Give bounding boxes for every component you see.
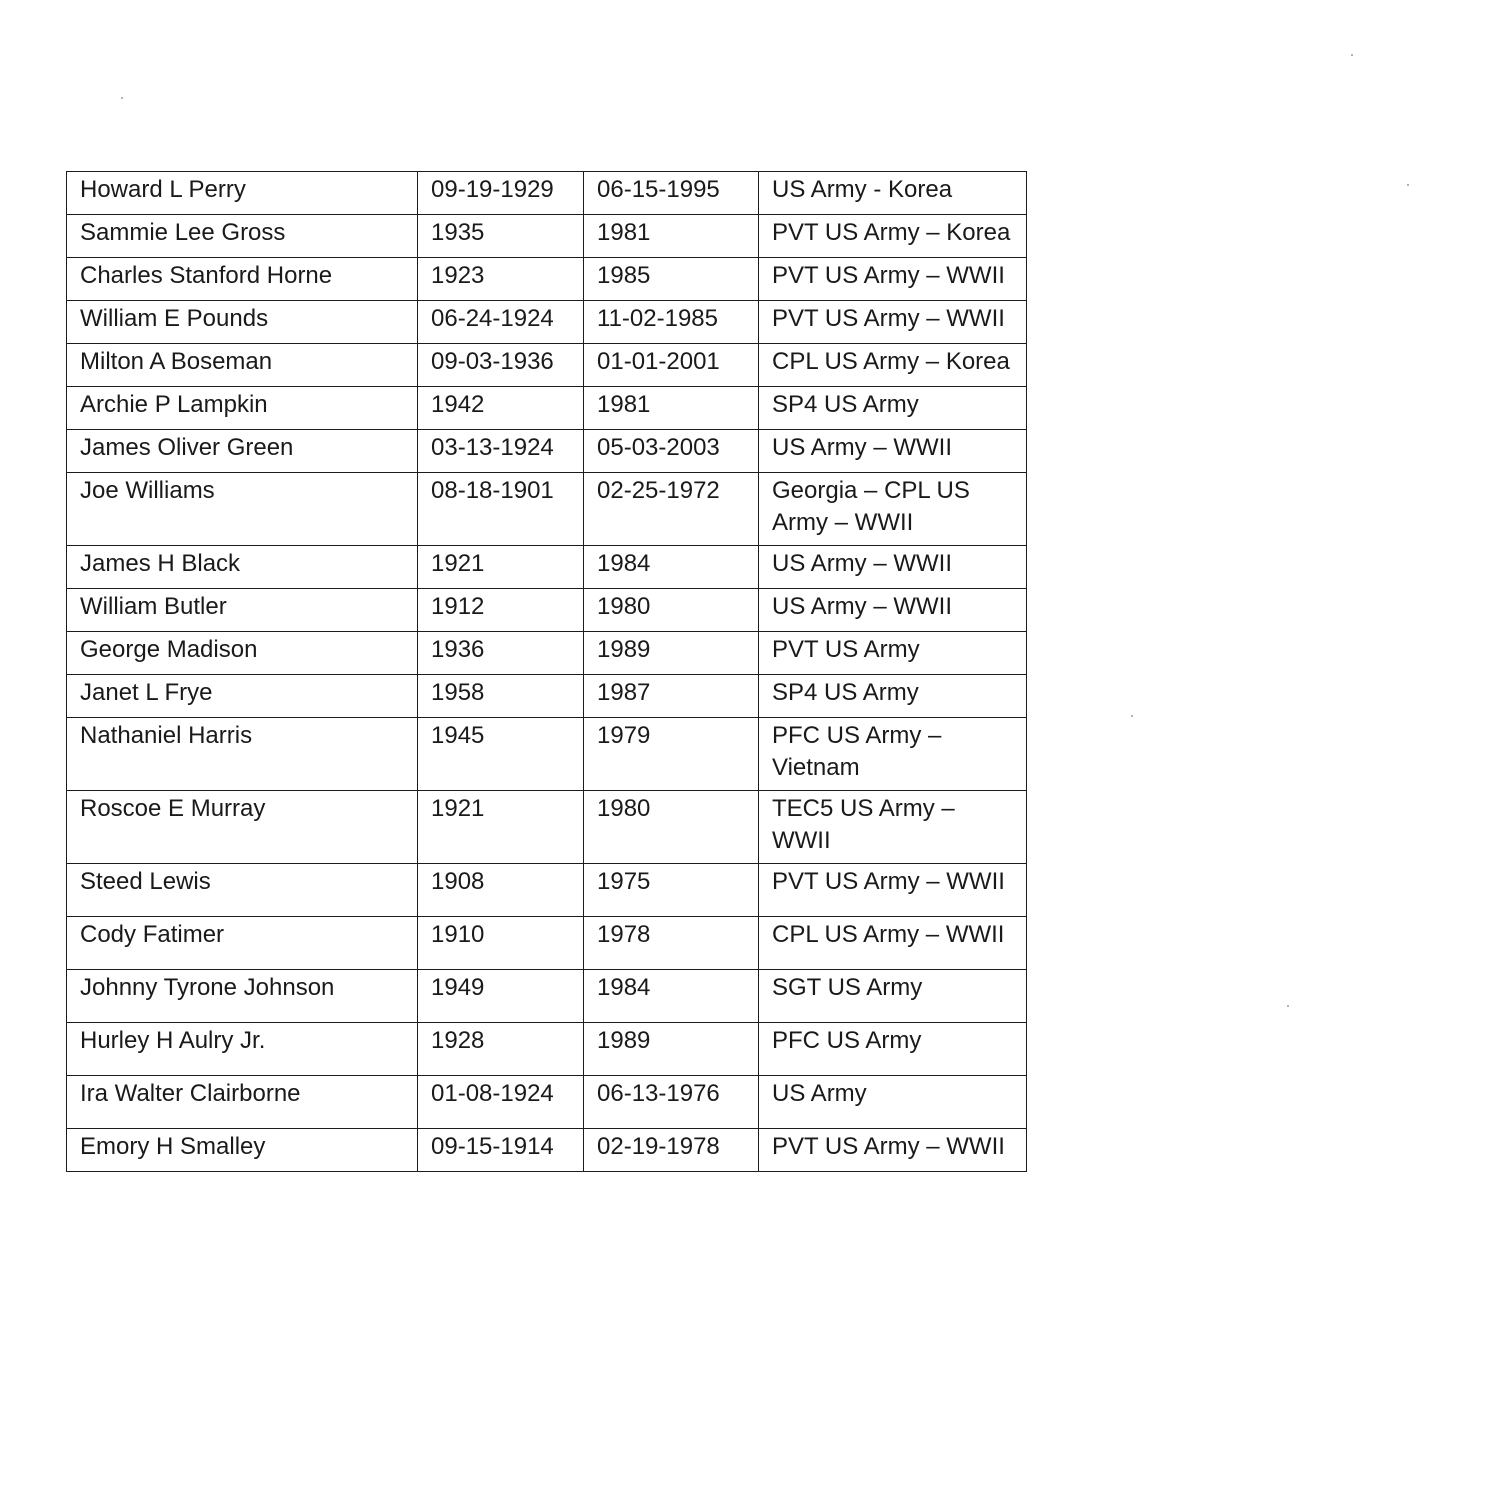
- service-cell: TEC5 US Army – WWII: [759, 791, 1027, 864]
- death-date-cell: 1989: [584, 632, 759, 675]
- service-cell: PVT US Army – Korea: [759, 215, 1027, 258]
- birth-date-cell: 09-19-1929: [418, 172, 584, 215]
- table-row: [67, 589, 1027, 632]
- service-cell: PVT US Army: [759, 632, 1027, 675]
- scan-speck: [1131, 715, 1133, 717]
- table-row: [67, 917, 1027, 970]
- veterans-records-table: [66, 171, 1027, 1172]
- service-cell: PVT US Army – WWII: [759, 1129, 1027, 1172]
- table-row: [67, 1023, 1027, 1076]
- table-row: [67, 970, 1027, 1023]
- table-row: [67, 675, 1027, 718]
- birth-date-cell: 1958: [418, 675, 584, 718]
- service-cell: PVT US Army – WWII: [759, 864, 1027, 917]
- service-cell: SP4 US Army: [759, 675, 1027, 718]
- scan-speck: [121, 97, 123, 99]
- death-date-cell: 1984: [584, 970, 759, 1023]
- name-cell: Nathaniel Harris: [67, 718, 418, 791]
- death-date-cell: 1980: [584, 791, 759, 864]
- service-cell: US Army – WWII: [759, 430, 1027, 473]
- table-row: [67, 301, 1027, 344]
- birth-date-cell: 1945: [418, 718, 584, 791]
- death-date-cell: 05-03-2003: [584, 430, 759, 473]
- birth-date-cell: 09-03-1936: [418, 344, 584, 387]
- death-date-cell: 02-19-1978: [584, 1129, 759, 1172]
- birth-date-cell: 1910: [418, 917, 584, 970]
- name-cell: Milton A Boseman: [67, 344, 418, 387]
- birth-date-cell: 1949: [418, 970, 584, 1023]
- table-row: [67, 791, 1027, 864]
- table-row: [67, 1076, 1027, 1129]
- service-cell: US Army – WWII: [759, 589, 1027, 632]
- death-date-cell: 1981: [584, 387, 759, 430]
- death-date-cell: 06-15-1995: [584, 172, 759, 215]
- death-date-cell: 02-25-1972: [584, 473, 759, 546]
- death-date-cell: 11-02-1985: [584, 301, 759, 344]
- name-cell: James Oliver Green: [67, 430, 418, 473]
- birth-date-cell: 1921: [418, 791, 584, 864]
- name-cell: William Butler: [67, 589, 418, 632]
- death-date-cell: 1978: [584, 917, 759, 970]
- name-cell: Johnny Tyrone Johnson: [67, 970, 418, 1023]
- name-cell: Howard L Perry: [67, 172, 418, 215]
- table-row: [67, 258, 1027, 301]
- table-row: [67, 430, 1027, 473]
- scan-speck: [1407, 184, 1409, 186]
- table-row: [67, 172, 1027, 215]
- birth-date-cell: 01-08-1924: [418, 1076, 584, 1129]
- service-cell: PVT US Army – WWII: [759, 258, 1027, 301]
- birth-date-cell: 1923: [418, 258, 584, 301]
- table-row: [67, 1129, 1027, 1172]
- death-date-cell: 01-01-2001: [584, 344, 759, 387]
- service-cell: US Army: [759, 1076, 1027, 1129]
- table-row: [67, 215, 1027, 258]
- table-row: [67, 387, 1027, 430]
- name-cell: Sammie Lee Gross: [67, 215, 418, 258]
- table-row: [67, 546, 1027, 589]
- name-cell: Hurley H Aulry Jr.: [67, 1023, 418, 1076]
- death-date-cell: 06-13-1976: [584, 1076, 759, 1129]
- death-date-cell: 1980: [584, 589, 759, 632]
- death-date-cell: 1981: [584, 215, 759, 258]
- death-date-cell: 1975: [584, 864, 759, 917]
- birth-date-cell: 06-24-1924: [418, 301, 584, 344]
- death-date-cell: 1985: [584, 258, 759, 301]
- table-row: [67, 718, 1027, 791]
- birth-date-cell: 1928: [418, 1023, 584, 1076]
- name-cell: Steed Lewis: [67, 864, 418, 917]
- name-cell: Archie P Lampkin: [67, 387, 418, 430]
- birth-date-cell: 08-18-1901: [418, 473, 584, 546]
- service-cell: SP4 US Army: [759, 387, 1027, 430]
- service-cell: Georgia – CPL US Army – WWII: [759, 473, 1027, 546]
- name-cell: Roscoe E Murray: [67, 791, 418, 864]
- name-cell: Charles Stanford Horne: [67, 258, 418, 301]
- birth-date-cell: 1942: [418, 387, 584, 430]
- death-date-cell: 1989: [584, 1023, 759, 1076]
- name-cell: George Madison: [67, 632, 418, 675]
- service-cell: SGT US Army: [759, 970, 1027, 1023]
- birth-date-cell: 1912: [418, 589, 584, 632]
- name-cell: Cody Fatimer: [67, 917, 418, 970]
- service-cell: US Army - Korea: [759, 172, 1027, 215]
- birth-date-cell: 1908: [418, 864, 584, 917]
- birth-date-cell: 1921: [418, 546, 584, 589]
- scan-speck: [1287, 1005, 1289, 1007]
- scan-speck: [1351, 54, 1353, 56]
- table-row: [67, 864, 1027, 917]
- death-date-cell: 1979: [584, 718, 759, 791]
- birth-date-cell: 09-15-1914: [418, 1129, 584, 1172]
- name-cell: Joe Williams: [67, 473, 418, 546]
- service-cell: US Army – WWII: [759, 546, 1027, 589]
- table-row: [67, 344, 1027, 387]
- birth-date-cell: 1935: [418, 215, 584, 258]
- table-row: [67, 473, 1027, 546]
- service-cell: CPL US Army – Korea: [759, 344, 1027, 387]
- service-cell: PFC US Army – Vietnam: [759, 718, 1027, 791]
- name-cell: James H Black: [67, 546, 418, 589]
- table-row: [67, 632, 1027, 675]
- service-cell: PFC US Army: [759, 1023, 1027, 1076]
- birth-date-cell: 03-13-1924: [418, 430, 584, 473]
- records-table-body: [67, 172, 1027, 1172]
- name-cell: William E Pounds: [67, 301, 418, 344]
- name-cell: Emory H Smalley: [67, 1129, 418, 1172]
- death-date-cell: 1987: [584, 675, 759, 718]
- service-cell: PVT US Army – WWII: [759, 301, 1027, 344]
- death-date-cell: 1984: [584, 546, 759, 589]
- birth-date-cell: 1936: [418, 632, 584, 675]
- service-cell: CPL US Army – WWII: [759, 917, 1027, 970]
- name-cell: Ira Walter Clairborne: [67, 1076, 418, 1129]
- name-cell: Janet L Frye: [67, 675, 418, 718]
